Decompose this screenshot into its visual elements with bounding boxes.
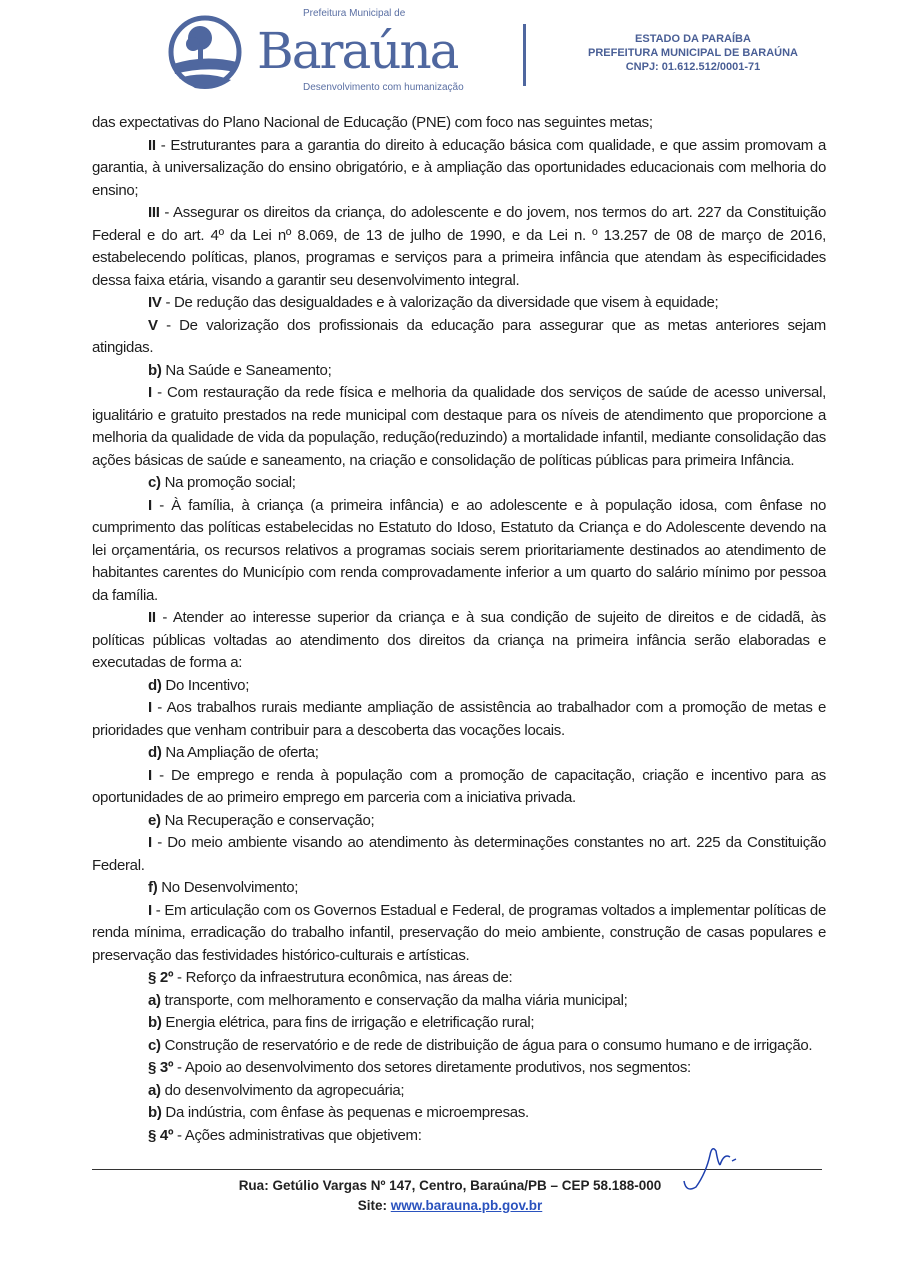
- paragraph: [92, 967, 826, 990]
- site-link[interactable]: www.barauna.pb.gov.br: [390, 1198, 543, 1213]
- paragraph: [92, 877, 826, 900]
- document-body: [92, 112, 826, 1147]
- paragraph-text: Construção de reservatório e de rede de distribuição de água para o consumo humano e de irrigação.: [160, 1036, 813, 1054]
- paragraph-text: transporte, com melhoramento e conservação da malha viária municipal;: [160, 991, 628, 1009]
- paragraph-label: I: [148, 496, 152, 514]
- paragraph-text: - Em articulação com os Governos Estadual e Federal, de programas voltados a implementar políticas de renda mínima, erradicação do trabalho infantil, preservação do meio ambiente, construção de casas populares e preservação das festividades histórico-culturais e artísticas.: [92, 901, 826, 964]
- paragraph: [92, 292, 826, 315]
- paragraph-text: Na promoção social;: [160, 474, 296, 491]
- paragraph-label: d): [148, 744, 162, 761]
- footer-address: Rua: Getúlio Vargas Nº 147, Centro, Baraúna/PB – CEP 58.188-000: [238, 1178, 662, 1193]
- paragraph: [92, 472, 826, 495]
- header-divider: [523, 24, 526, 86]
- paragraph-label: b): [148, 361, 162, 379]
- paragraph-text: das expectativas do Plano Nacional de Educação (PNE) com foco nas seguintes metas;: [92, 114, 653, 131]
- paragraph-label: IV: [148, 294, 162, 311]
- paragraph-label: f): [148, 879, 158, 896]
- paragraph-text: Da indústria, com ênfase às pequenas e microempresas.: [161, 1104, 529, 1121]
- paragraph-label: b): [148, 1014, 162, 1031]
- paragraph-label: c): [148, 1036, 161, 1054]
- paragraph-label: II: [148, 136, 156, 154]
- paragraph-text: - De redução das desigualdades e à valorização da diversidade que visem à equidade;: [161, 294, 719, 311]
- logo-name: Baraúna: [257, 22, 458, 80]
- paragraph: [92, 1012, 826, 1035]
- paragraph: [92, 742, 826, 765]
- paragraph-text: do desenvolvimento da agropecuária;: [160, 1081, 405, 1099]
- logo-subtitle: Prefeitura Municipal de: [303, 8, 406, 19]
- paragraph-label: I: [148, 766, 152, 784]
- paragraph-text: - Atender ao interesse superior da criança e à sua condição de sujeito de direitos e de cidadã, às políticas públicas voltadas ao atendimento dos direitos da criança na primeira infância serão elaboradas e executadas de forma a:: [92, 609, 826, 671]
- paragraph-text: Do Incentivo;: [161, 676, 250, 694]
- paragraph-text: - De valorização dos profissionais da educação para assegurar que as metas anteriores sejam atingidas.: [92, 316, 826, 356]
- paragraph-label: d): [148, 676, 162, 694]
- paragraph-label: § 4º: [148, 1126, 174, 1144]
- paragraph: [92, 382, 826, 472]
- paragraph: [92, 315, 826, 360]
- paragraph-text: - De emprego e renda à população com a promoção de capacitação, criação e incentivo para as oportunidades de ao primeiro emprego em parceria com a iniciativa privada.: [92, 766, 826, 806]
- signature-initials: [680, 1143, 750, 1193]
- paragraph-text: Na Ampliação de oferta;: [161, 744, 319, 761]
- paragraph: [92, 990, 826, 1013]
- paragraph-label: III: [148, 204, 160, 221]
- paragraph-text: - Reforço da infraestrutura econômica, nas áreas de:: [173, 969, 513, 986]
- paragraph: [92, 1080, 826, 1103]
- paragraph: [92, 1035, 826, 1058]
- cnpj: CNPJ: 01.612.512/0001-71: [625, 61, 761, 73]
- site-label: Site:: [357, 1198, 391, 1213]
- paragraph: [92, 697, 826, 742]
- paragraph-text: - Assegurar os direitos da criança, do adolescente e do jovem, nos termos do art. 227 da Constituição Federal e do art. 4º da Lei nº 8.069, de 13 de julho de 1990, e da Lei n. º 13.257 de 08 de março de 2016, estabelecendo políticas, planos, programas e serviços para a primeira infância que atendam às especificidades dessa faixa etária, visando a garantir seu desenvolvimento integral.: [92, 204, 826, 289]
- paragraph: [92, 360, 826, 383]
- paragraph: [92, 832, 826, 877]
- paragraph-label: II: [148, 609, 156, 626]
- state-name: ESTADO DA PARAÍBA: [635, 33, 751, 45]
- logo-wordmark: [257, 8, 517, 94]
- paragraph: [92, 112, 826, 135]
- paragraph-text: - Do meio ambiente visando ao atendimento às determinações constantes no art. 225 da Constituição Federal.: [92, 834, 826, 874]
- paragraph-label: c): [148, 474, 161, 491]
- paragraph-label: I: [148, 901, 152, 919]
- paragraph: [92, 675, 826, 698]
- footer-area: [0, 1163, 900, 1226]
- paragraph: [92, 202, 826, 292]
- footer: [0, 1176, 900, 1216]
- paragraph-text: No Desenvolvimento;: [157, 879, 299, 896]
- prefeitura-name: PREFEITURA MUNICIPAL DE BARAÚNA: [587, 47, 799, 59]
- paragraph: [92, 607, 826, 675]
- paragraph: [92, 900, 826, 968]
- paragraph-label: § 2º: [148, 969, 174, 986]
- paragraph-text: Na Saúde e Saneamento;: [161, 361, 332, 379]
- paragraph: [92, 135, 826, 203]
- paragraph-text: - À família, à criança (a primeira infância) e ao adolescente e à população idosa, com ênfase no cumprimento das políticas estabelecidas no Estatuto do Idoso, Estatuto da Criança e do Adolescente devendo na lei orçamentária, os recursos relativos a programas sociais serem prioritariamente destinados ao atendimento de habitantes carentes do Município com renda comprovadamente inferior a um quarto do salário mínimo por pessoa da família.: [92, 496, 826, 604]
- paragraph-text: - Apoio ao desenvolvimento dos setores diretamente produtivos, nos segmentos:: [173, 1059, 691, 1076]
- paragraph-text: Energia elétrica, para fins de irrigação e eletrificação rural;: [161, 1014, 535, 1031]
- paragraph-text: - Ações administrativas que objetivem:: [173, 1126, 422, 1144]
- institution-info: [533, 32, 853, 74]
- footer-site: [0, 1196, 900, 1216]
- paragraph: [92, 1102, 826, 1125]
- paragraph-label: a): [148, 1081, 161, 1099]
- paragraph-label: b): [148, 1104, 162, 1121]
- paragraph-label: V: [148, 316, 158, 334]
- paragraph: [92, 1057, 826, 1080]
- municipal-emblem-icon: [165, 12, 245, 92]
- paragraph: [92, 495, 826, 608]
- paragraph-label: I: [148, 699, 152, 716]
- paragraph: [92, 765, 826, 810]
- logo-tagline: Desenvolvimento com humanização: [303, 82, 464, 93]
- paragraph-text: - Estruturantes para a garantia do direito à educação básica com qualidade, e que assim promovam a garantia, à universalização do ensino obrigatório, e à ampliação das oportunidades educacionais com melhoria do ensino;: [92, 136, 826, 199]
- paragraph-label: § 3º: [148, 1059, 174, 1076]
- letterhead: [165, 0, 845, 98]
- paragraph-label: e): [148, 811, 161, 829]
- paragraph-text: - Aos trabalhos rurais mediante ampliação de assistência ao trabalhador com a promoção de metas e prioridades que venham contribuir para a descoberta das vocações locais.: [92, 699, 826, 739]
- paragraph-label: I: [148, 384, 152, 401]
- paragraph-label: I: [148, 834, 152, 851]
- paragraph-label: a): [148, 991, 161, 1009]
- paragraph-text: - Com restauração da rede física e melhoria da qualidade dos serviços de saúde de acesso universal, igualitário e gratuito prestados na rede municipal com destaque para os níveis de atendimento que proporcione a melhoria da qualidade de vida da população, redução(reduzindo) a mortalidade infantil, mediante consolidação das ações básicas de saúde e saneamento, na criação e consolidação de políticas públicas para primeira Infância.: [92, 384, 826, 469]
- paragraph: [92, 810, 826, 833]
- paragraph-text: Na Recuperação e conservação;: [160, 811, 375, 829]
